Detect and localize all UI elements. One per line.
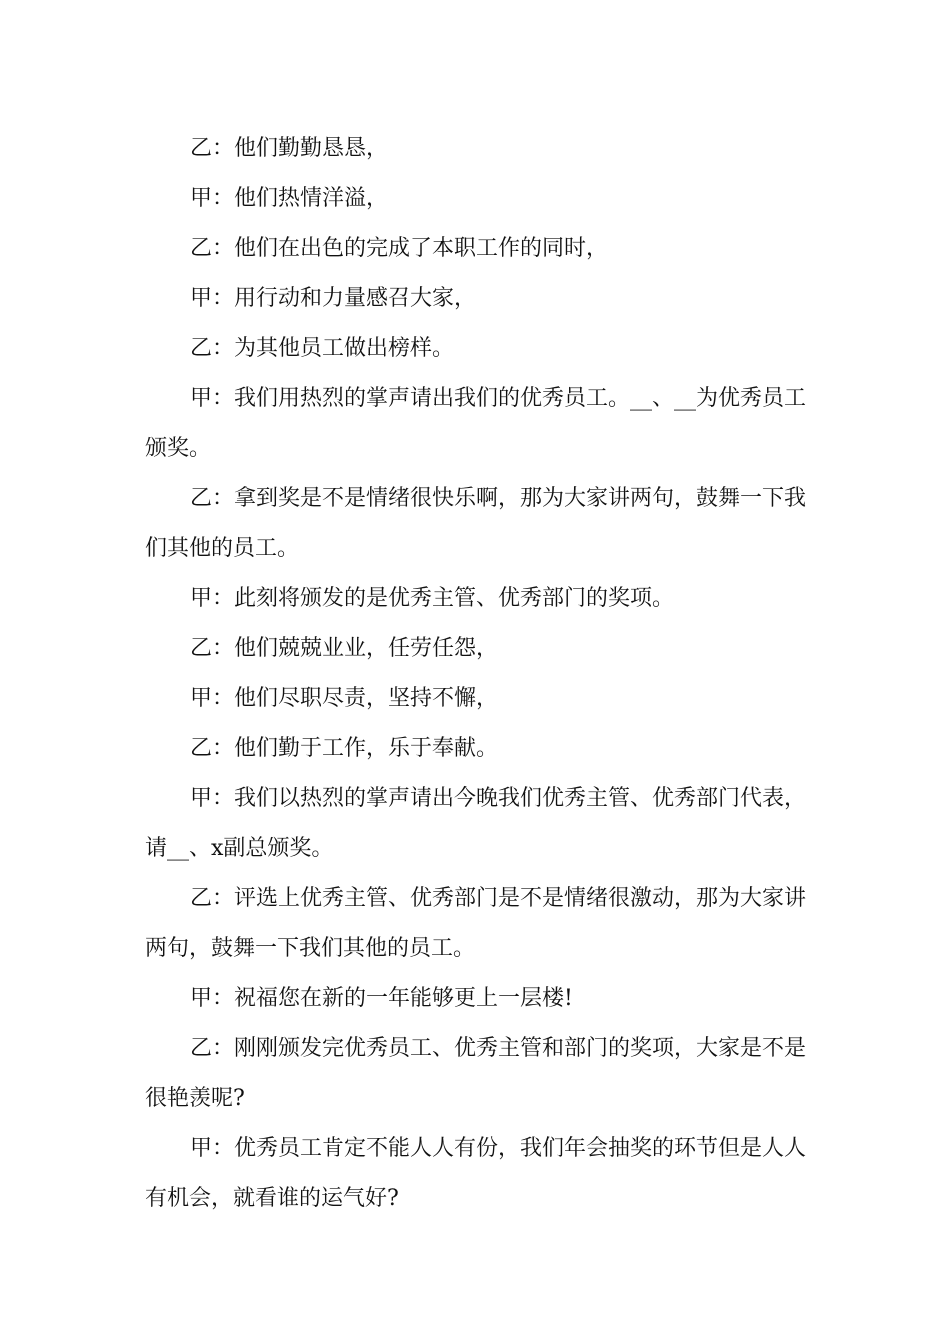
dialogue-line-12: 甲：我们以热烈的掌声请出今晚我们优秀主管、优秀部门代表，请__、x副总颁奖。 [145, 786, 807, 861]
dialogue-line-1: 乙：他们勤勤恳恳， [190, 136, 389, 161]
dialogue-line-11: 乙：他们勤于工作，乐于奉献。 [190, 736, 499, 761]
dialogue-line-4: 甲：用行动和力量感召大家， [190, 286, 477, 311]
dialogue-line-9: 乙：他们兢兢业业，任劳任怨， [190, 636, 499, 661]
dialogue-line-7: 乙：拿到奖是不是情绪很快乐啊，那为大家讲两句，鼓舞一下我们其他的员工。 [145, 486, 807, 561]
dialogue-line-15: 乙：刚刚颁发完优秀员工、优秀主管和部门的奖项，大家是不是很艳羡呢? [145, 1036, 807, 1111]
dialogue-line-6: 甲：我们用热烈的掌声请出我们的优秀员工。__、__为优秀员工颁奖。 [145, 386, 807, 461]
dialogue-line-8: 甲：此刻将颁发的是优秀主管、优秀部门的奖项。 [190, 586, 675, 611]
dialogue-line-3: 乙：他们在出色的完成了本职工作的同时， [190, 236, 609, 261]
dialogue-line-10: 甲：他们尽职尽责，坚持不懈， [190, 686, 499, 711]
dialogue-line-16: 甲：优秀员工肯定不能人人有份，我们年会抽奖的环节但是人人有机会，就看谁的运气好? [145, 1136, 807, 1211]
dialogue-line-5: 乙：为其他员工做出榜样。 [190, 336, 455, 361]
dialogue-line-2: 甲：他们热情洋溢， [190, 186, 389, 211]
dialogue-line-14: 甲：祝福您在新的一年能够更上一层楼! [190, 986, 573, 1011]
document-body [145, 124, 825, 1224]
dialogue-line-13: 乙：评选上优秀主管、优秀部门是不是情绪很激动，那为大家讲两句，鼓舞一下我们其他的员工。 [145, 886, 807, 961]
